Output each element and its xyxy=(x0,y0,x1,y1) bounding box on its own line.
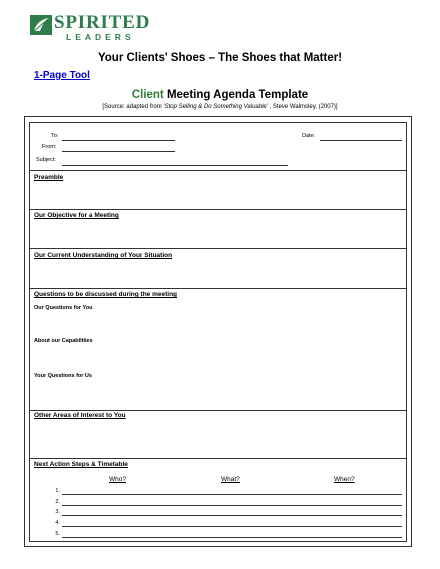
action-row-line[interactable] xyxy=(62,505,402,506)
subject-label: Subject: xyxy=(36,157,56,163)
section-next: Next Action Steps & Timetable xyxy=(34,461,128,468)
divider-preamble xyxy=(29,170,407,171)
column-when: When? xyxy=(334,476,355,483)
action-row-line[interactable] xyxy=(62,526,402,527)
subject-field[interactable] xyxy=(62,165,288,166)
leaf-logo-icon xyxy=(30,15,52,35)
title-rest: Meeting Agenda Template xyxy=(163,89,309,101)
one-page-tool-link[interactable]: 1-Page Tool xyxy=(34,70,90,81)
to-label: To: xyxy=(51,133,59,139)
source-suffix: , Steve Walmsley, (2007)] xyxy=(267,104,338,110)
logo-brand-main: SPIRITED xyxy=(54,12,151,33)
from-field[interactable] xyxy=(62,151,175,152)
divider-questions xyxy=(29,288,407,289)
column-who: Who? xyxy=(109,476,126,483)
title-accent: Client xyxy=(131,89,164,101)
page-heading: Your Clients' Shoes – The Shoes that Matter! xyxy=(97,52,343,64)
divider-next xyxy=(29,458,407,459)
page-title xyxy=(0,89,440,101)
source-book: 'Stop Selling & Do Something Valuable' xyxy=(163,104,268,110)
divider-objective xyxy=(29,209,407,210)
action-row-number: 2. xyxy=(55,499,60,505)
column-what: What? xyxy=(221,476,240,483)
action-row-line[interactable] xyxy=(62,515,402,516)
date-field[interactable] xyxy=(320,140,402,141)
action-row-line[interactable] xyxy=(62,494,402,495)
date-label: Date: xyxy=(302,133,316,139)
section-other: Other Areas of Interest to You xyxy=(34,412,126,419)
action-row-line[interactable] xyxy=(62,537,402,538)
section-objective: Our Objective for a Meeting xyxy=(34,212,119,219)
section-preamble: Preamble xyxy=(34,174,64,181)
to-field[interactable] xyxy=(62,140,175,141)
spirited-leaders-logo xyxy=(30,13,160,43)
question-item-for-you: Our Questions for You xyxy=(34,305,93,311)
source-prefix: [Source: adapted from xyxy=(102,104,164,110)
question-item-capabilities: About our Capabilities xyxy=(34,338,93,344)
divider-understanding xyxy=(29,248,407,249)
action-row-number: 3. xyxy=(55,509,60,515)
divider-other xyxy=(29,410,407,411)
action-row-number: 4. xyxy=(55,520,60,526)
section-questions: Questions to be discussed during the meeting xyxy=(34,291,178,298)
from-label: From: xyxy=(42,144,57,150)
section-understanding: Our Current Understanding of Your Situation xyxy=(34,252,173,259)
action-row-number: 1. xyxy=(55,488,60,494)
logo-brand-sub: LEADERS xyxy=(66,32,135,42)
source-citation xyxy=(0,104,440,110)
question-item-for-us: Your Questions for Us xyxy=(34,373,92,379)
action-row-number: 5. xyxy=(55,531,60,537)
